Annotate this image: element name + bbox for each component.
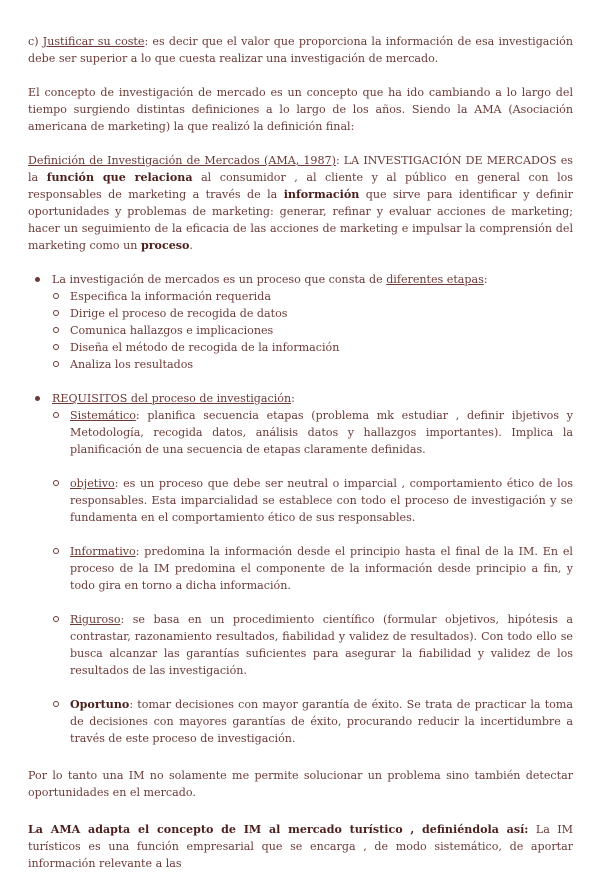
requisitos-bullet bbox=[28, 390, 573, 747]
list-letter: c) bbox=[28, 35, 43, 48]
definition-text: . bbox=[189, 239, 193, 252]
paragraph-concepto-im: El concepto de investigación de mercado es un concepto que ha ido cambiando a lo largo del tiempo surgiendo distintas definiciones a lo largo de los años. Siendo la AMA (Asociación americana de marketing) la que realizó la definición final: bbox=[28, 86, 573, 133]
requisitos-list bbox=[28, 390, 573, 747]
requisitos-title: REQUISITOS del proceso de investigación bbox=[52, 392, 292, 405]
requisito-text: : es un proceso que debe ser neutral o imparcial , comportamiento ético de los responsables. Esta imparcialidad se establece con todo el proceso de investigación y se fundamenta en el comportamiento ético de sus responsables. bbox=[70, 477, 573, 524]
requisito-text: : se basa en un procedimiento científico (formular objetivos, hipótesis a contrastar, razonamiento resultados, fiabilidad y validez de resultados). Con todo ello se busca alcanzar las garantías suficientes para asegurar la fiabilidad y validez de los resultados de las investigación. bbox=[70, 613, 573, 677]
colon: : bbox=[291, 392, 295, 405]
requisito-text: : predomina la información desde el principio hasta el final de la IM. En el proceso de la IM predomina el componente de la información desde principio a fin, y todo gira en torno a dicha información. bbox=[70, 545, 573, 592]
paragraph-justificar-coste bbox=[28, 33, 573, 67]
paragraph-definicion-ama bbox=[28, 152, 573, 254]
ama-turistico-lead: La AMA adapta el concepto de IM al mercado turístico , definiéndola así: bbox=[28, 823, 529, 836]
term-definicion-ama: Definición de Investigación de Mercados (AMA, 1987) bbox=[28, 154, 336, 167]
highlight-funcion: función que relaciona bbox=[46, 171, 193, 184]
term-oportuno: Oportuno bbox=[70, 698, 130, 711]
list-item: Analiza los resultados bbox=[52, 356, 573, 373]
term-informativo: Informativo bbox=[70, 545, 136, 558]
requisito-riguroso bbox=[52, 611, 573, 679]
requisito-sistematico bbox=[52, 407, 573, 458]
requisito-informativo bbox=[52, 543, 573, 594]
list-item: Dirige el proceso de recogida de datos bbox=[52, 305, 573, 322]
highlight-proceso: proceso bbox=[140, 239, 190, 252]
etapas-sublist bbox=[52, 288, 573, 373]
requisito-text: : tomar decisiones con mayor garantía de éxito. Se trata de practicar la toma de decisiones con mayores garantías de éxito, procurando reducir la incertidumbre a través de este proceso de investigación. bbox=[70, 698, 573, 745]
term-justificar-coste: Justificar su coste bbox=[42, 35, 145, 48]
paragraph-conclusion: Por lo tanto una IM no solamente me permite solucionar un problema sino también detectar oportunidades en el mercado. bbox=[28, 769, 573, 799]
requisito-text: : planifica secuencia etapas (problema mk estudiar , definir ibjetivos y Metodología, recogida datos, análisis datos y hallazgos importantes). Implica la planificación de una secuencia de etapas claramente definidas. bbox=[70, 409, 573, 456]
colon: : bbox=[483, 273, 488, 286]
term-sistematico: Sistemático bbox=[70, 409, 136, 422]
paragraph-ama-turistico bbox=[28, 821, 573, 872]
etapas-lead: La investigación de mercados es un proceso que consta de bbox=[52, 273, 387, 286]
term-riguroso: Riguroso bbox=[70, 613, 121, 626]
list-item: Diseña el método de recogida de la información bbox=[52, 339, 573, 356]
requisito-oportuno bbox=[52, 696, 573, 747]
definition-text: al consumidor , al cliente y al público en general con los responsables de marketing a través de la bbox=[28, 171, 573, 201]
paragraph-text: : es decir que el valor que proporciona la información de esa investigación debe ser superior a lo que cuesta realizar una investigación de mercado. bbox=[28, 35, 573, 65]
highlight-informacion: información bbox=[283, 188, 360, 201]
term-diferentes-etapas: diferentes etapas bbox=[386, 273, 484, 286]
list-item: Comunica hallazgos e implicaciones bbox=[52, 322, 573, 339]
requisitos-sublist bbox=[52, 407, 573, 747]
definition-text: : LA INVESTIGACIÓN DE MERCADOS es la bbox=[28, 154, 573, 184]
etapas-bullet bbox=[28, 271, 573, 373]
ama-turistico-text: La IM turísticos es una función empresarial que se encarga , de modo sistemático, de aportar información relevante a las bbox=[28, 823, 574, 870]
etapas-list bbox=[28, 271, 573, 373]
document-page bbox=[28, 33, 573, 872]
list-item: Especifica la información requerida bbox=[52, 288, 573, 305]
requisito-objetivo bbox=[52, 475, 573, 526]
definition-text: que sirve para identificar y definir oportunidades y problemas de marketing: generar, refinar y evaluar acciones de marketing; hacer un seguimiento de la eficacia de las acciones de marketing e impulsar la comprensión del marketing como un bbox=[28, 188, 573, 252]
term-objetivo: objetivo bbox=[70, 477, 115, 490]
